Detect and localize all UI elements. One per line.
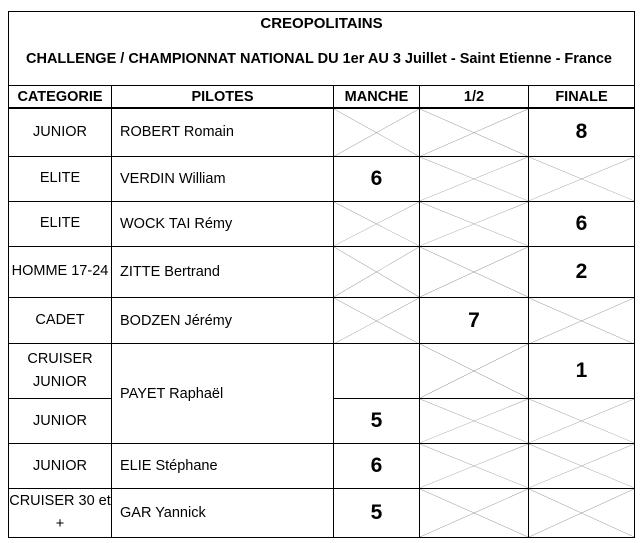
results-table — [8, 11, 635, 538]
cell-pilote: GAR Yannick — [112, 489, 334, 538]
header-row — [9, 86, 635, 108]
sheet-title: CREOPOLITAINS — [9, 12, 635, 35]
cell-finale-empty — [529, 157, 635, 202]
sheet-subtitle — [9, 34, 635, 85]
header-manche: MANCHE — [334, 86, 420, 108]
cell-categorie: CRUISER 30 et + — [9, 489, 112, 538]
cell-finale: 1 — [529, 344, 635, 399]
cell-categorie: JUNIOR — [9, 444, 112, 489]
cell-pilote: ROBERT Romain — [112, 108, 334, 157]
cell-demi-empty — [420, 246, 529, 297]
cell-manche: 6 — [334, 444, 420, 489]
cell-categorie: JUNIOR — [9, 108, 112, 157]
cell-pilote: BODZEN Jérémy — [112, 297, 334, 344]
cell-finale: 6 — [529, 201, 635, 246]
cell-manche-empty — [334, 108, 420, 157]
cell-categorie: CRUISER JUNIOR — [9, 344, 112, 399]
cross-out-icon — [420, 344, 528, 398]
cell-pilote: VERDIN William — [112, 157, 334, 202]
header-finale: FINALE — [529, 86, 635, 108]
cell-categorie: HOMME 17-24 — [9, 246, 112, 297]
cell-demi-empty — [420, 201, 529, 246]
table-row — [9, 246, 635, 297]
cross-out-icon — [334, 298, 419, 344]
cross-out-icon — [420, 109, 528, 156]
cell-finale-empty — [529, 489, 635, 538]
cross-out-icon — [334, 247, 419, 297]
cell-categorie: JUNIOR — [9, 399, 112, 444]
cell-demi-empty — [420, 157, 529, 202]
cell-finale-empty — [529, 444, 635, 489]
cross-out-icon — [334, 202, 419, 246]
cell-manche-empty — [334, 297, 420, 344]
cell-categorie: ELITE — [9, 201, 112, 246]
cell-manche-empty — [334, 246, 420, 297]
cell-finale: 8 — [529, 108, 635, 157]
cell-finale-empty — [529, 297, 635, 344]
table-row — [9, 108, 635, 157]
table-row — [9, 344, 635, 399]
sheet-subtitle-text: CHALLENGE / CHAMPIONNAT NATIONAL DU 1er AU 3 Juillet - Saint Etienne - France — [26, 51, 612, 68]
cross-out-icon — [420, 399, 528, 443]
cross-out-icon — [420, 247, 528, 297]
cell-demi-empty — [420, 489, 529, 538]
table-row — [9, 201, 635, 246]
table-row — [9, 489, 635, 538]
cell-finale-empty — [529, 399, 635, 444]
cell-categorie: ELITE — [9, 157, 112, 202]
cell-demi: 7 — [420, 297, 529, 344]
cell-manche: 6 — [334, 157, 420, 202]
cross-out-icon — [529, 157, 634, 201]
cell-finale: 2 — [529, 246, 635, 297]
cross-out-icon — [529, 489, 634, 537]
table-row — [9, 157, 635, 202]
cell-pilote: ELIE Stéphane — [112, 444, 334, 489]
cross-out-icon — [420, 444, 528, 488]
cell-pilote: WOCK TAI Rémy — [112, 201, 334, 246]
cell-demi-empty — [420, 344, 529, 399]
cell-pilote: PAYET Raphaël — [112, 344, 334, 444]
header-demi: 1/2 — [420, 86, 529, 108]
results-sheet — [8, 11, 634, 538]
cross-out-icon — [420, 202, 528, 246]
cell-demi-empty — [420, 444, 529, 489]
cell-pilote: ZITTE Bertrand — [112, 246, 334, 297]
cross-out-icon — [529, 444, 634, 488]
cross-out-icon — [529, 298, 634, 344]
cell-manche-blank — [334, 344, 420, 399]
table-row — [9, 297, 635, 344]
cell-manche-empty — [334, 201, 420, 246]
cell-manche: 5 — [334, 489, 420, 538]
table-row — [9, 444, 635, 489]
cell-categorie: CADET — [9, 297, 112, 344]
cell-manche: 5 — [334, 399, 420, 444]
cross-out-icon — [529, 399, 634, 443]
cell-demi-empty — [420, 399, 529, 444]
cross-out-icon — [420, 157, 528, 201]
header-categorie: CATEGORIE — [9, 86, 112, 108]
cross-out-icon — [334, 109, 419, 156]
cell-demi-empty — [420, 108, 529, 157]
cross-out-icon — [420, 489, 528, 537]
header-pilotes: PILOTES — [112, 86, 334, 108]
